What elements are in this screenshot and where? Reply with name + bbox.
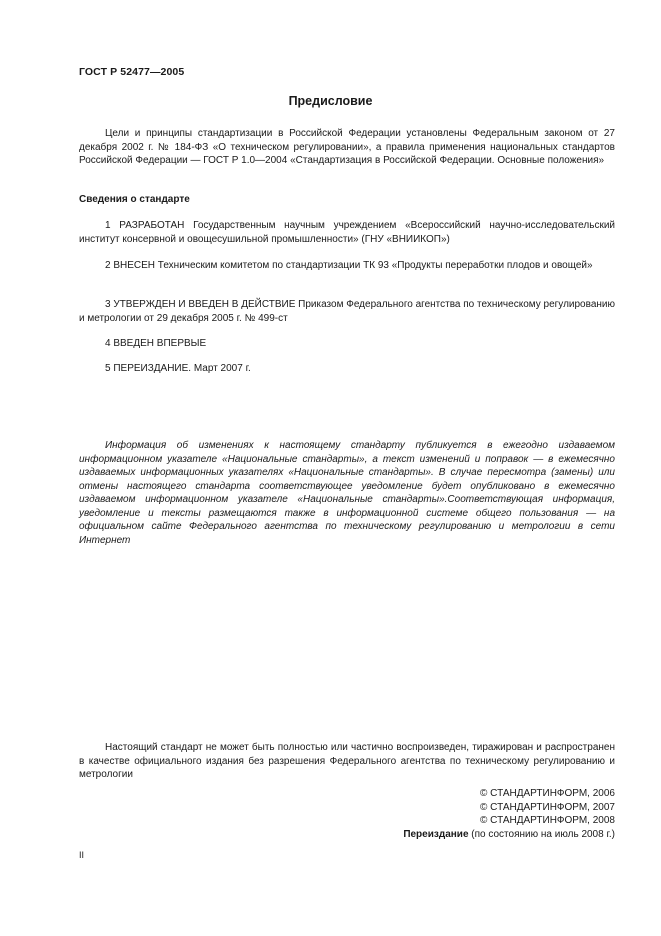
section-heading: Сведения о стандарте xyxy=(79,194,190,205)
copyright-line: © СТАНДАРТИНФОРМ, 2008 xyxy=(480,815,615,826)
reissue-line xyxy=(403,828,615,842)
page-number: II xyxy=(79,850,85,860)
reissue-label: Переиздание xyxy=(403,828,469,840)
list-item: 4 ВВЕДЕН ВПЕРВЫЕ xyxy=(105,338,207,349)
copyright-line: © СТАНДАРТИНФОРМ, 2007 xyxy=(480,801,615,813)
list-item: 3 УТВЕРЖДЕН И ВВЕДЕН В ДЕЙСТВИЕ Приказом Федерального агентства по техническому регулированию и метрологии от 29 декабря 2005 г. № 499-ст xyxy=(79,299,615,324)
document-code: ГОСТ Р 52477—2005 xyxy=(79,66,185,78)
copyright-list xyxy=(403,787,615,841)
intro-paragraph: Цели и принципы стандартизации в Российской Федерации установлены Федеральным законом от 27 декабря 2002 г. № 184-ФЗ «О техническом регулировании», а правила применения национальных стандартов Российской Федерации — ГОСТ Р 1.0—2004 «Стандартизация в Российской Федерации. Основные положения» xyxy=(79,128,615,166)
list-item: 5 ПЕРЕИЗДАНИЕ. Март 2007 г. xyxy=(105,363,251,374)
info-notice: Информация об изменениях к настоящему стандарту публикуется в ежегодно издаваемом информационном указателе «Национальные стандарты», а текст изменений и поправок — в ежемесячно издаваемых информационных указателях «Национальные стандарты». В случае пересмотра (замены) или отмены настоящего стандарта соответствующее уведомление будет опубликовано в ежемесячно издаваемом информационном указателе «Национальные стандарты».Соответствующая информация, уведомление и тексты размещаются также в информационной системе общего пользования — на официальном сайте Федерального агентства по техническому регулированию и метрологии в сети Интернет xyxy=(79,440,615,546)
page-title: Предисловие xyxy=(288,94,373,108)
copyright-line: © СТАНДАРТИНФОРМ, 2006 xyxy=(480,788,615,799)
copyright-notice: Настоящий стандарт не может быть полностью или частично воспроизведен, тиражирован и распространен в качестве официального издания без разрешения Федерального агентства по техническому регулированию и метрологии xyxy=(79,742,615,780)
list-item: 2 ВНЕСЕН Техническим комитетом по стандартизации ТК 93 «Продукты переработки плодов и овощей» xyxy=(105,260,593,271)
list-item: 1 РАЗРАБОТАН Государственным научным учреждением «Всероссийский научно-исследовательский институт консервной и овощесушильной промышленности» (ГНУ «ВНИИКОП») xyxy=(79,220,615,245)
reissue-note: (по состоянию на июль 2008 г.) xyxy=(471,828,615,840)
